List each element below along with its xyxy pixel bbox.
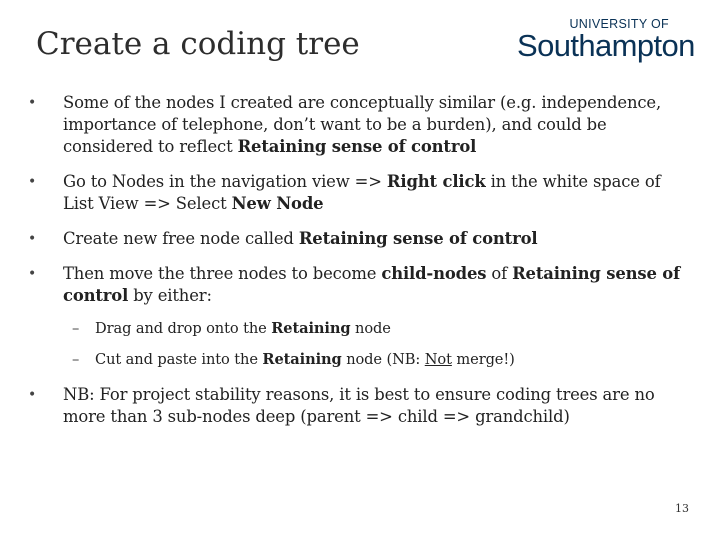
bullet-text: of — [486, 264, 513, 283]
bullet-emphasis: Retaining sense of control — [298, 229, 538, 248]
bullet-text: Some of the nodes I created are conceptually similar (e.g. independence, importance of telephone, don’t want to be a burden), and could be considered to reflect — [63, 93, 661, 156]
sub-bullet-text: node — [350, 320, 391, 337]
bullet-item — [28, 263, 694, 307]
page-number: 13 — [675, 502, 689, 515]
sub-bullet-emphasis: Retaining — [262, 351, 342, 368]
bullet-emphasis: Right click — [386, 172, 486, 191]
bullet-text: NB: For project stability reasons, it is best to ensure coding trees are no more than 3 sub-nodes deep (parent => child => grandchild) — [63, 385, 655, 426]
bullet-text: by either: — [128, 286, 212, 305]
bullet-item — [28, 384, 694, 428]
bullet-text: Create new free node called — [63, 229, 299, 248]
sub-bullet-text: Drag and drop onto the — [95, 320, 272, 337]
bullet-emphasis: Retaining sense of control — [237, 137, 477, 156]
sub-bullet-text: Cut and paste into the — [95, 351, 263, 368]
logo-line-2: Southampton — [517, 28, 695, 63]
university-logo — [517, 17, 695, 63]
bullet-item — [28, 171, 694, 215]
bullet-emphasis: child-nodes — [381, 264, 487, 283]
logo-line-1: UNIVERSITY OF — [569, 17, 669, 31]
sub-bullet-underline: Not — [424, 351, 452, 368]
sub-bullet-text: node (NB: — [341, 351, 425, 368]
bullet-text: Go to Nodes in the navigation view => — [63, 172, 387, 191]
sub-bullet-text: merge!) — [451, 351, 515, 368]
bullet-text: Then move the three nodes to become — [63, 264, 382, 283]
bullet-text: in the white space of List View => Select — [63, 172, 661, 213]
slide-body — [28, 92, 694, 441]
bullet-item — [28, 228, 694, 250]
bullet-item — [28, 92, 694, 158]
bullet-emphasis: Retaining sense of control — [63, 264, 680, 305]
bullet-emphasis: New Node — [231, 194, 324, 213]
sub-bullet-emphasis: Retaining — [271, 320, 351, 337]
sub-bullet-item — [28, 318, 694, 340]
sub-bullet-item — [28, 349, 694, 371]
slide-title: Create a coding tree — [36, 26, 360, 62]
